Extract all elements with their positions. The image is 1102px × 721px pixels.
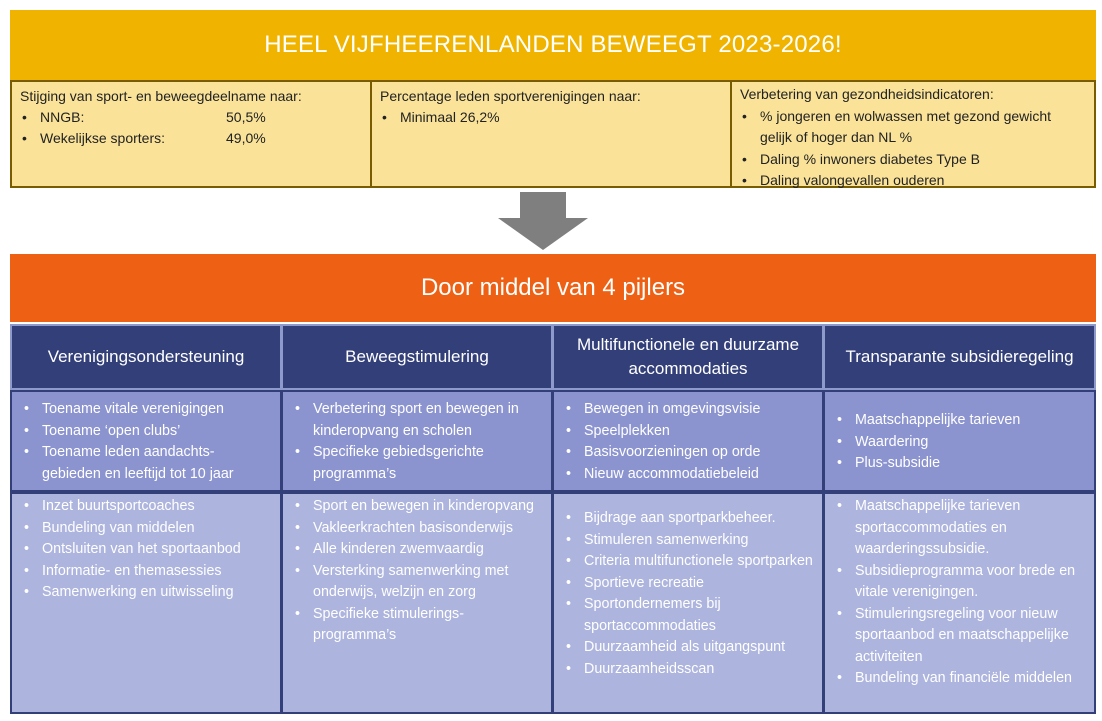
list-item: • Specifieke stimulerings-programma’s [291,604,543,647]
goal-item: • Daling valongevallen ouderen [740,170,1086,192]
list-item: • Versterking samenwerking met onderwijs, welzijn en zorg [291,561,543,604]
pillar-goals-verenigingsondersteuning [10,390,282,492]
list-item: • Waardering [833,432,1086,454]
list-item: • Bundeling van financiële middelen [833,668,1086,690]
goal-list [20,107,362,149]
pillar-goals-accommodaties [552,390,824,492]
goal-item [20,128,362,149]
list-item: • Toename ‘open clubs’ [20,421,272,443]
pillar-actions-beweegstimulering [281,492,553,714]
down-arrow-icon [498,192,588,250]
list-item: • Verbetering sport en bewegen in kinderopvang en scholen [291,399,543,442]
goal-label: • Wekelijkse sporters: [40,130,166,146]
list-item: • Toename vitale verenigingen [20,399,272,421]
pillar-goals-beweegstimulering [281,390,553,492]
goal-heading: Verbetering van gezondheidsindicatoren: [740,86,994,102]
list-item: • Duurzaamheidsscan [562,659,814,681]
list-item: • Maatschappelijke tarieven [833,410,1086,432]
list-item: • Plus-subsidie [833,453,1086,475]
main-title: HEEL VIJFHEERENLANDEN BEWEEGT 2023-2026! [264,31,842,58]
goal-value: 50,5% [226,109,266,125]
list-item: • Subsidieprogramma voor brede en vitale verenigingen. [833,561,1086,604]
main-title-banner [10,10,1096,80]
goal-label: • NNGB: [40,109,85,125]
list-item: • Basisvoorzieningen op orde [562,442,814,464]
list-item: • Stimuleringsregeling voor nieuw sportaanbod en maatschappelijke activiteiten [833,604,1086,669]
list-item: • Speelplekken [562,421,814,443]
list-item: • Stimuleren samenwerking [562,530,814,552]
goal-item: • Daling % inwoners diabetes Type B [740,149,1086,171]
list-item: • Criteria multifunctionele sportparken [562,551,814,573]
pillar-header-beweegstimulering [281,324,553,390]
goal-heading: Percentage leden sportverenigingen naar: [380,88,641,104]
pillar-title: Verenigingsondersteuning [47,347,245,366]
list-item: • Sportondernemers bij sportaccommodaties [562,594,814,637]
pillar-actions-accommodaties [552,492,824,714]
list-item: • Alle kinderen zwemvaardig [291,539,543,561]
goal-item: • % jongeren en wolwassen met gezond gewicht gelijk of hoger dan NL % [740,106,1086,149]
list-item: • Samenwerking en uitwisseling [20,582,272,604]
goal-box-health [730,80,1096,188]
list-item: • Bijdrage aan sportparkbeheer. [562,508,814,530]
goal-item [20,107,362,128]
pillar-header-verenigingsondersteuning [10,324,282,390]
goal-list [740,106,1086,192]
list-item: • Sportieve recreatie [562,573,814,595]
goal-value: 49,0% [226,130,266,146]
pillar-title: Multifunctionele en duurzame accommodaties [576,335,800,378]
goal-item: • Minimaal 26,2% [380,107,722,128]
pillar-header-subsidieregeling [823,324,1096,390]
pillar-goals-subsidieregeling [823,390,1096,492]
list-item: • Vakleerkrachten basisonderwijs [291,518,543,540]
pillar-title: Transparante subsidieregeling [845,347,1074,366]
list-item: • Sport en bewegen in kinderopvang [291,496,543,518]
pillars-title-banner [10,254,1096,322]
pillar-title: Beweegstimulering [345,347,489,366]
list-item: • Specifieke gebiedsgerichte programma’s [291,442,543,485]
pillar-actions-verenigingsondersteuning [10,492,282,714]
list-item: • Inzet buurtsportcoaches [20,496,272,518]
pillars-title: Door middel van 4 pijlers [420,274,686,301]
pillar-header-accommodaties [552,324,824,390]
list-item: • Duurzaamheid als uitgangspunt [562,637,814,659]
goal-list [380,107,722,128]
list-item: • Nieuw accommodatiebeleid [562,464,814,486]
list-item: • Maatschappelijke tarieven sportaccommodaties en waarderingssubsidie. [833,496,1086,561]
list-item: • Bundeling van middelen [20,518,272,540]
list-item: • Bewegen in omgevingsvisie [562,399,814,421]
list-item: • Informatie- en themasessies [20,561,272,583]
pillar-actions-subsidieregeling [823,492,1096,714]
goal-box-membership [370,80,732,188]
goal-heading: Stijging van sport- en beweegdeelname naar: [20,88,302,104]
list-item: • Toename leden aandachts-gebieden en leeftijd tot 10 jaar [20,442,272,485]
goal-box-participation [10,80,372,188]
list-item: • Ontsluiten van het sportaanbod [20,539,272,561]
